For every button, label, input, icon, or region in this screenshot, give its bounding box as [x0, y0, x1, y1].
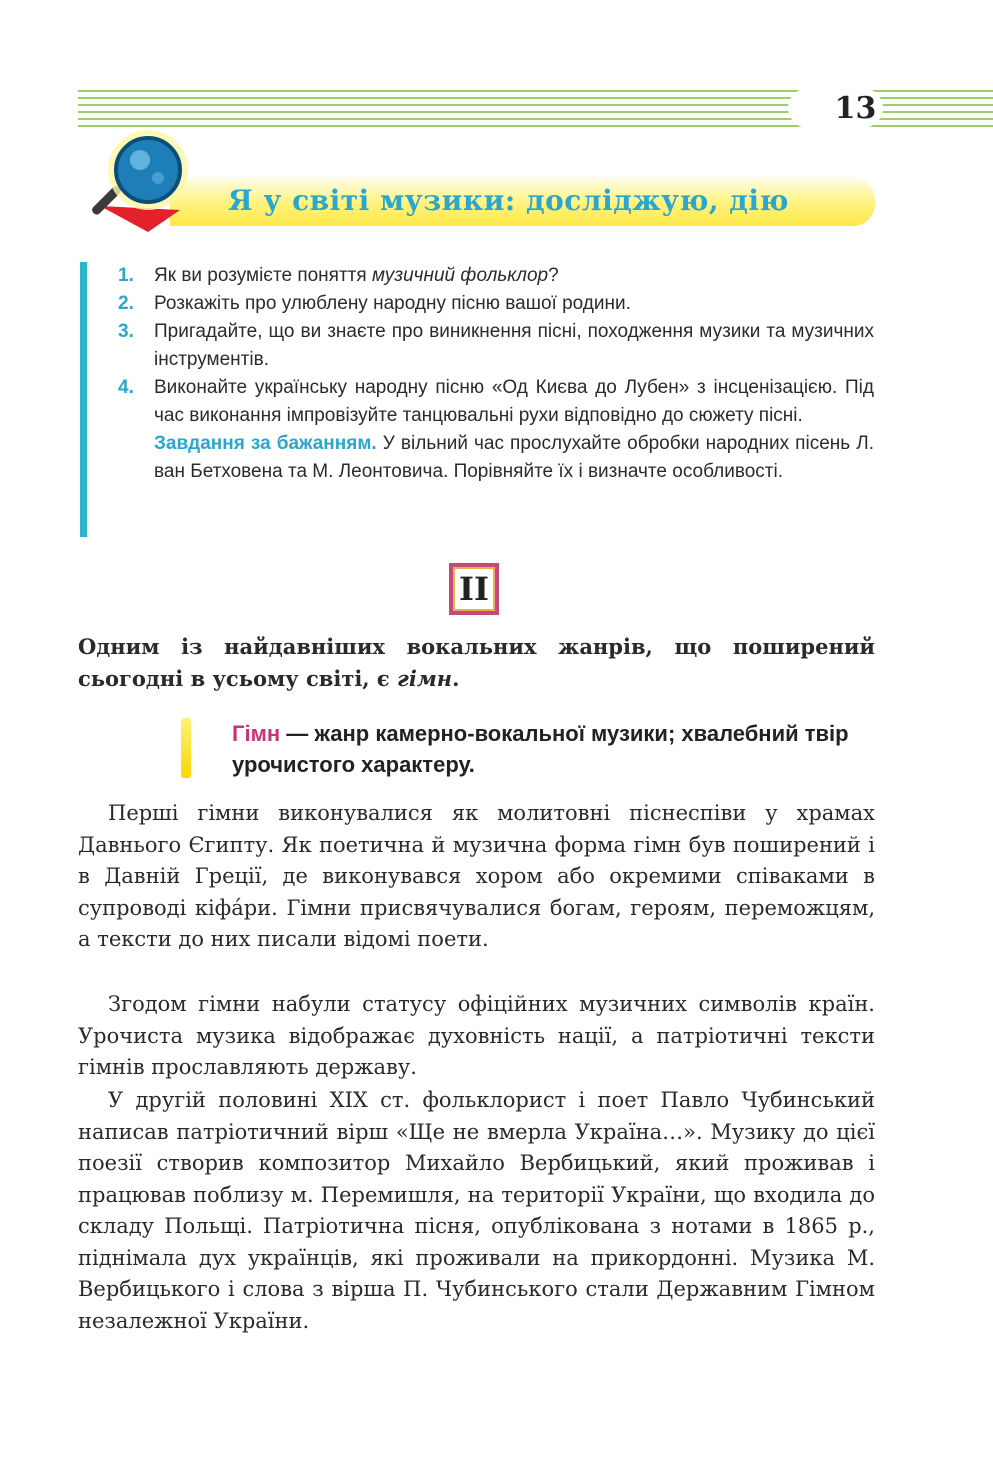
optional-task — [154, 430, 874, 486]
page-number: 13 — [834, 90, 877, 126]
question-item: 1. Як ви розумієте поняття музичний фольклор? — [118, 265, 559, 286]
questions-side-bar — [80, 262, 87, 537]
question-item: 3. Пригадайте, що ви знаєте про виникнення пісні, походження музики та музичних інструментів. — [118, 321, 874, 370]
magnifier-globe-icon — [80, 128, 195, 236]
body-paragraph: Перші гімни виконувалися як молитовні піснеспіви у храмах Давнього Єгипту. Як поетична й музична форма гімн був поширений і в Давній Греції, де виконувався хором або окремими співаками в супроводі кіфáри. Гімни присвячувалися богам, героям, переможцям, а тексти до них писали відомі поети. — [78, 801, 875, 951]
question-item: 4. Виконайте українську народну пісню «Од Києва до Лубен» з інсценізацією. Під час виконання імпровізуйте танцювальні рухи відповідно до сюжету пісні. — [118, 377, 874, 426]
intro-term: гімн — [397, 665, 453, 691]
definition-box — [232, 718, 877, 780]
intro-paragraph: Одним із найдавніших вокальних жанрів, що поширений сьогодні в усьому світі, є гімн. — [78, 634, 875, 691]
definition-term: Гімн — [232, 721, 281, 746]
optional-task-label: Завдання за бажанням. — [154, 433, 377, 454]
body-paragraph: Згодом гімни набули статусу офіційних музичних символів країн. Урочиста музика відображає духовність нації, а патріотичні тексти гімнів прославляють державу. — [78, 992, 875, 1079]
section-title: Я у світі музики: досліджую, дію — [228, 184, 789, 217]
definition-marker — [181, 718, 191, 778]
questions-list — [118, 262, 874, 486]
question-item: 2. Розкажіть про улюблену народну пісню вашої родини. — [118, 293, 631, 314]
definition-text: — жанр камерно-вокальної музики; хвалебний твір урочистого характеру. — [232, 721, 849, 777]
page-number-badge — [788, 88, 883, 128]
body-paragraph: У другій половині ХІХ ст. фольклорист і поет Павло Чубинський написав патріотичний вірш «Ще не вмерла Україна…». Музику до цієї поезії створив композитор Михайло Вербицький, який проживав і працював поблизу м. Перемишля, на території України, що входила до складу Польщі. Патріотична пісня, опублікована з нотами в 1865 р., піднімала дух українців, які проживали на прикордонні. Музика М. Вербицького і слова з вірша П. Чубинського стали Державним Гімном незалежної України. — [78, 1088, 875, 1333]
part-numeral: II — [449, 563, 499, 615]
optional-task-text: У вільний час прослухайте обробки народних пісень Л. ван Бетховена та М. Леонтовича. Порівняйте їх і визначте особливості. — [154, 433, 874, 482]
